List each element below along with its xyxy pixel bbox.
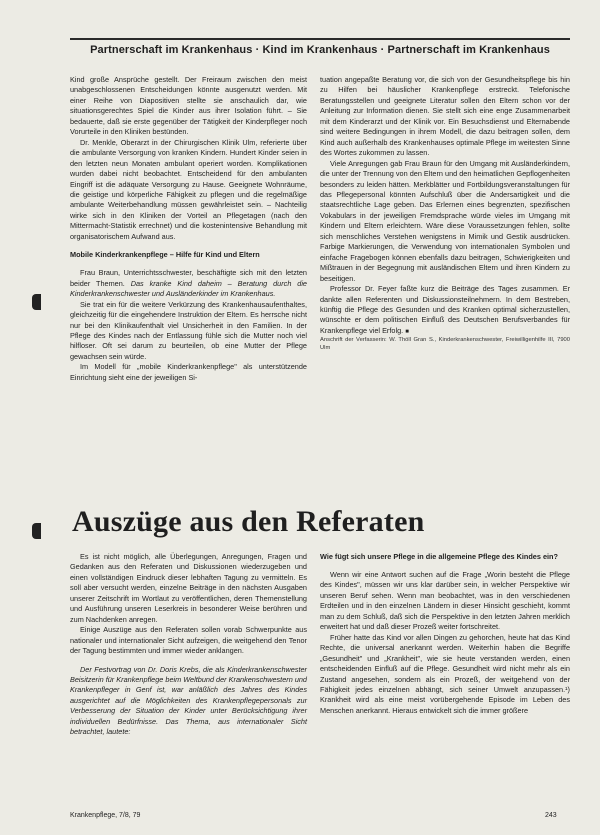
- left-column-top: [70, 75, 307, 383]
- subheading: Mobile Kinderkrankenpflege – Hilfe für Kind und Eltern: [70, 250, 260, 260]
- paragraph-text: Professor Dr. Feyer faßte kurz die Beiträge des Tages zusammen. Er dankte allen Referenten und Diskussionsteilnehmern. In dem Bestreben, künftig die Pflege des Gesunden und des Kranken optimal sicherzustellen, wünschte er dem politischen Einfluß des Deutschen Berufsverbandes für Krankenpflege viel Erfolg.: [320, 284, 570, 335]
- italic-paragraph: Der Festvortrag von Dr. Doris Krebs, die als Kinderkrankenschwester Beisitzerin für Krankenpflege beim Weltbund der Krankenschwestern und Krankenpfleger in Genf ist, war anläßlich des Jahres des Kindes ausgerichtet auf die Möglichkeiten des Krankenpflegepersonals zur Verbesserung der Situation der Kinder unter Berücksichtigung ihrer individuellen Bedürfnisse. Das Thema, aus internationaler Sicht betrachtet, lautete:: [70, 664, 307, 737]
- paragraph-intro: Frau Braun, Unterrichtsschwester, beschäftigte sich mit den letzten beider Themen.: [70, 268, 307, 288]
- author-address-footnote: Anschrift der Verfasserin: W. Thöll Gran S., Kinderkrankenschwester, Freiwilligenhilfe III, 7900 Ulm: [320, 337, 570, 351]
- binder-hole-mark: [32, 523, 41, 539]
- paragraph: Im Modell für „mobile Kinderkrankenpflege" als unterstützende Einrichtung sieht eine der jeweiligen Si-: [70, 362, 307, 382]
- paragraph: [70, 268, 307, 299]
- end-mark-icon: ■: [405, 328, 409, 335]
- paragraph: Es ist nicht möglich, alle Überlegungen, Anregungen, Fragen und Gedanken aus den Referaten und Diskussionen wiederzugeben und einen vollständigen Eindruck dieser lebhaften Tagung zu vermitteln. Es soll aber versucht werden, einzelne Beiträge in den nächsten Ausgaben unserer Zeitschrift im Wortlaut zu veröffentlichen, deren Themenstellung und Ausführung unseren Leserkreis in besonderer Weise berühren und zum Nachdenken anregen.: [70, 552, 307, 624]
- paragraph: tuation angepaßte Beratung vor, die sich von der Gesundheitspflege bis hin zu Hilfen bei häuslicher Krankenpflege erstreckt. Telefonische Beratungsstellen und geeignete Literatur sollen den Eltern schon vor der Anleitung zur Information dienen. Sie stellt sich eine enge Zusammenarbeit mit dem Kinderarzt und der Klinik vor. Ein Besuchsdienst und Elternabende sind weitere Bedingungen in ihrem Modell, die dazu beitragen sollen, dem Kind auch außerhalb des Krankenhauses optimale Pflege im weitesten Sinne des Wortes zukommen zu lassen.: [320, 75, 570, 158]
- spacer: [70, 657, 307, 665]
- paragraph: Dr. Menkle, Oberarzt in der Chirurgischen Klinik Ulm, referierte über die ambulante Versorgung von kranken Kindern. Hundert Kinder seien in den letzten neun Monaten ambulant operiert worden. Komplikationen wurden dabei nicht beobachtet. Entscheidend für den ambulanten Eingriff ist die adäquate Versorgung zu Hause. Geeignete Wohnräume, die geistige und körperliche Fähigkeit zu pflegen und die regelmäßige ambulante Weiterbehandlung müssen gewährleistet sein. – Nachteilig wirke sich in den Kliniken der Vorteil an Pflegetagen (nach den Mittermacht-Statistik errechnet) und die kostenintensive Behandlung mit organisatorischem Aufwand aus.: [70, 137, 307, 241]
- paragraph: [70, 665, 307, 738]
- running-header: Partnerschaft im Krankenhaus · Kind im Krankenhaus · Partnerschaft im Krankenhaus: [90, 44, 550, 56]
- header-rule: [70, 38, 570, 40]
- paragraph-italic-topic: Das kranke Kind daheim – Beratung durch die Kinderkrankenschwester und Ausländerkinder im Krankenhaus.: [70, 278, 307, 299]
- paragraph: Früher hatte das Kind vor allen Dingen zu gehorchen, heute hat das Kind Rechte, die universal anerkannt werden. Weiterhin haben die Begriffe „Gesundheit" und „Krankheit", wie sie heute verstanden werden, einen entscheidenden Einfluß auf die Pflege. Gesundheit wird nicht mehr als ein Zustand angesehen, sondern als ein Prozeß, der weitgehend von der Fähigkeit jedes einzelnen abhängt, sich seiner Umwelt anzupassen.¹) Krankheit wird als eine meist vorübergehende Episode im Leben des Menschen anerkannt. Hieraus entwickelt sich die immer größere: [320, 632, 570, 715]
- paragraph: Sie trat ein für die weitere Verkürzung des Krankenhausaufenthaltes, gleichzeitig für die eingehendere Instruktion der Eltern. Es herrsche nicht nur bei den Klinikaufenthalt viel Unsicherheit in den Familien. In der Pflege des Kindes nach der Entlassung fühle sich die Mutter noch viel hilfloser. Oft sei darum zu beurteilen, ob eine Mutter der Pflege gewachsen sein würde.: [70, 299, 307, 361]
- page-number: 243: [545, 812, 557, 819]
- paragraph: [320, 284, 570, 337]
- paragraph: Viele Anregungen gab Frau Braun für den Umgang mit Ausländerkindern, die unter der Trennung von den Eltern und den heimatlichen Gepflogenheiten besonders zu leiden hätten. Merkblätter und Fortbildungsveranstaltungen für das Pflegepersonal könnten Aufschluß über die Andersartigkeit und die staatsrechtliche Lage geben. Das Erlernen eines begrenzten, spezifischen Vokabulars in der jeweiligen Fremdsprache würde vieles im Umgang mit Kindern und Eltern erleichtern. Wäre diese Voraussetzungen fehlen, sollte sich menschliches Verstehen wenigstens in Mimik und Gestik ausdrücken. Farbige Markierungen, die Verwendung von internationalen Symbolen und einfache Fragebogen können ebenfalls dazu beitragen, Schwierigkeiten und Mißtrauen in der Begegnung mit ausländischen Eltern und ihren Kindern zu beseitigen.: [320, 158, 570, 283]
- left-column-bottom: [70, 552, 307, 738]
- section-title: Auszüge aus den Referaten: [72, 505, 425, 538]
- right-column-bottom: [320, 552, 570, 716]
- journal-citation: Krankenpflege, 7/8, 79: [70, 812, 141, 819]
- right-column-top: [320, 75, 570, 352]
- paragraph: Wenn wir eine Antwort suchen auf die Frage „Worin besteht die Pflege des Kindes", müssen wir uns klar darüber sein, in welcher Perspektive wir unseren Beruf sehen. Wenn man beobachtet, was in den verschiedenen Erdteilen und in den einzelnen Ländern in dieser Hinsicht geschieht, kommt man zu dem Schluß, daß sich die Perspektive in den letzten Jahren merklich erweitert hat und daß dieser Prozeß weiter fortschreitet.: [320, 570, 570, 632]
- subheading: Wie fügt sich unsere Pflege in die allgemeine Pflege des Kindes ein?: [320, 552, 558, 561]
- binder-hole-mark: [32, 294, 41, 310]
- paragraph: Einige Auszüge aus den Referaten sollen vorab Schwerpunkte aus nationaler und internationaler Sicht aufzeigen, die weitgehend den Tenor der Tagung bestimmten und immer wieder anklangen.: [70, 625, 307, 656]
- paragraph: Kind große Ansprüche gestellt. Der Freiraum zwischen den meist unabgeschlossenen Entscheidungen könnte ausgenutzt werden. Mit einer Reihe von Diapositiven stellte sie anschaulich dar, wie situationsgerechtes Spiel die Kinder aus ihrer Isolation führt. – Sie bedauerte, daß sie erste gegenüber der Tätigkeit der Kinderpfleger noch Vorurteile in den Kliniken bestünden.: [70, 75, 307, 137]
